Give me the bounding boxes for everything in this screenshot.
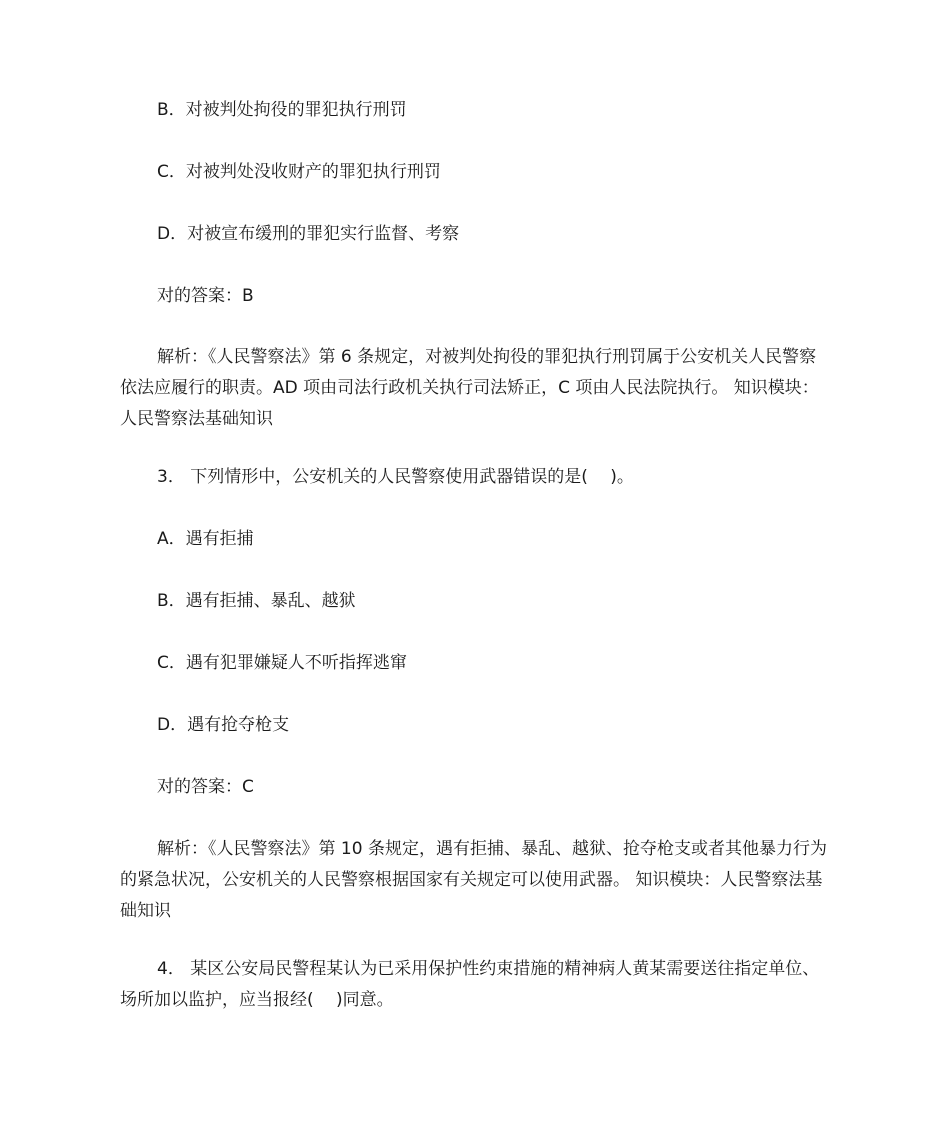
q2-option-d: D．对被宣布缓刑的罪犯实行监督、考察 bbox=[157, 224, 460, 244]
q4-question: 4． 某区公安局民警程某认为已采用保护性约束措施的精神病人黄某需要送往指定单位、场所加以监护，应当报经( )同意。 bbox=[120, 959, 820, 1010]
q2-answer: 对的答案：B bbox=[157, 286, 254, 306]
q3-option-b: B．遇有拒捕、暴乱、越狱 bbox=[157, 591, 356, 611]
q2-option-b: B．对被判处拘役的罪犯执行刑罚 bbox=[157, 100, 407, 120]
q3-option-c: C．遇有犯罪嫌疑人不听指挥逃窜 bbox=[157, 653, 407, 673]
q2-analysis: 解析：《人民警察法》第 6 条规定，对被判处拘役的罪犯执行刑罚属于公安机关人民警察依法应履行的职责。AD 项由司法行政机关执行司法矫正，C 项由人民法院执行。 知识模块：人民警察法基础知识 bbox=[120, 347, 819, 429]
q2-option-c: C．对被判处没收财产的罪犯执行刑罚 bbox=[157, 162, 441, 182]
q3-answer: 对的答案：C bbox=[157, 777, 254, 797]
q3-analysis: 解析：《人民警察法》第 10 条规定，遇有拒捕、暴乱、越狱、抢夺枪支或者其他暴力行为的紧急状况，公安机关的人民警察根据国家有关规定可以使用武器。 知识模块：人民警察法基础知识 bbox=[120, 839, 827, 921]
q3-option-a: A．遇有拒捕 bbox=[157, 529, 254, 549]
q3-option-d: D．遇有抢夺枪支 bbox=[157, 715, 290, 735]
q3-question: 3． 下列情形中，公安机关的人民警察使用武器错误的是( )。 bbox=[157, 467, 634, 487]
